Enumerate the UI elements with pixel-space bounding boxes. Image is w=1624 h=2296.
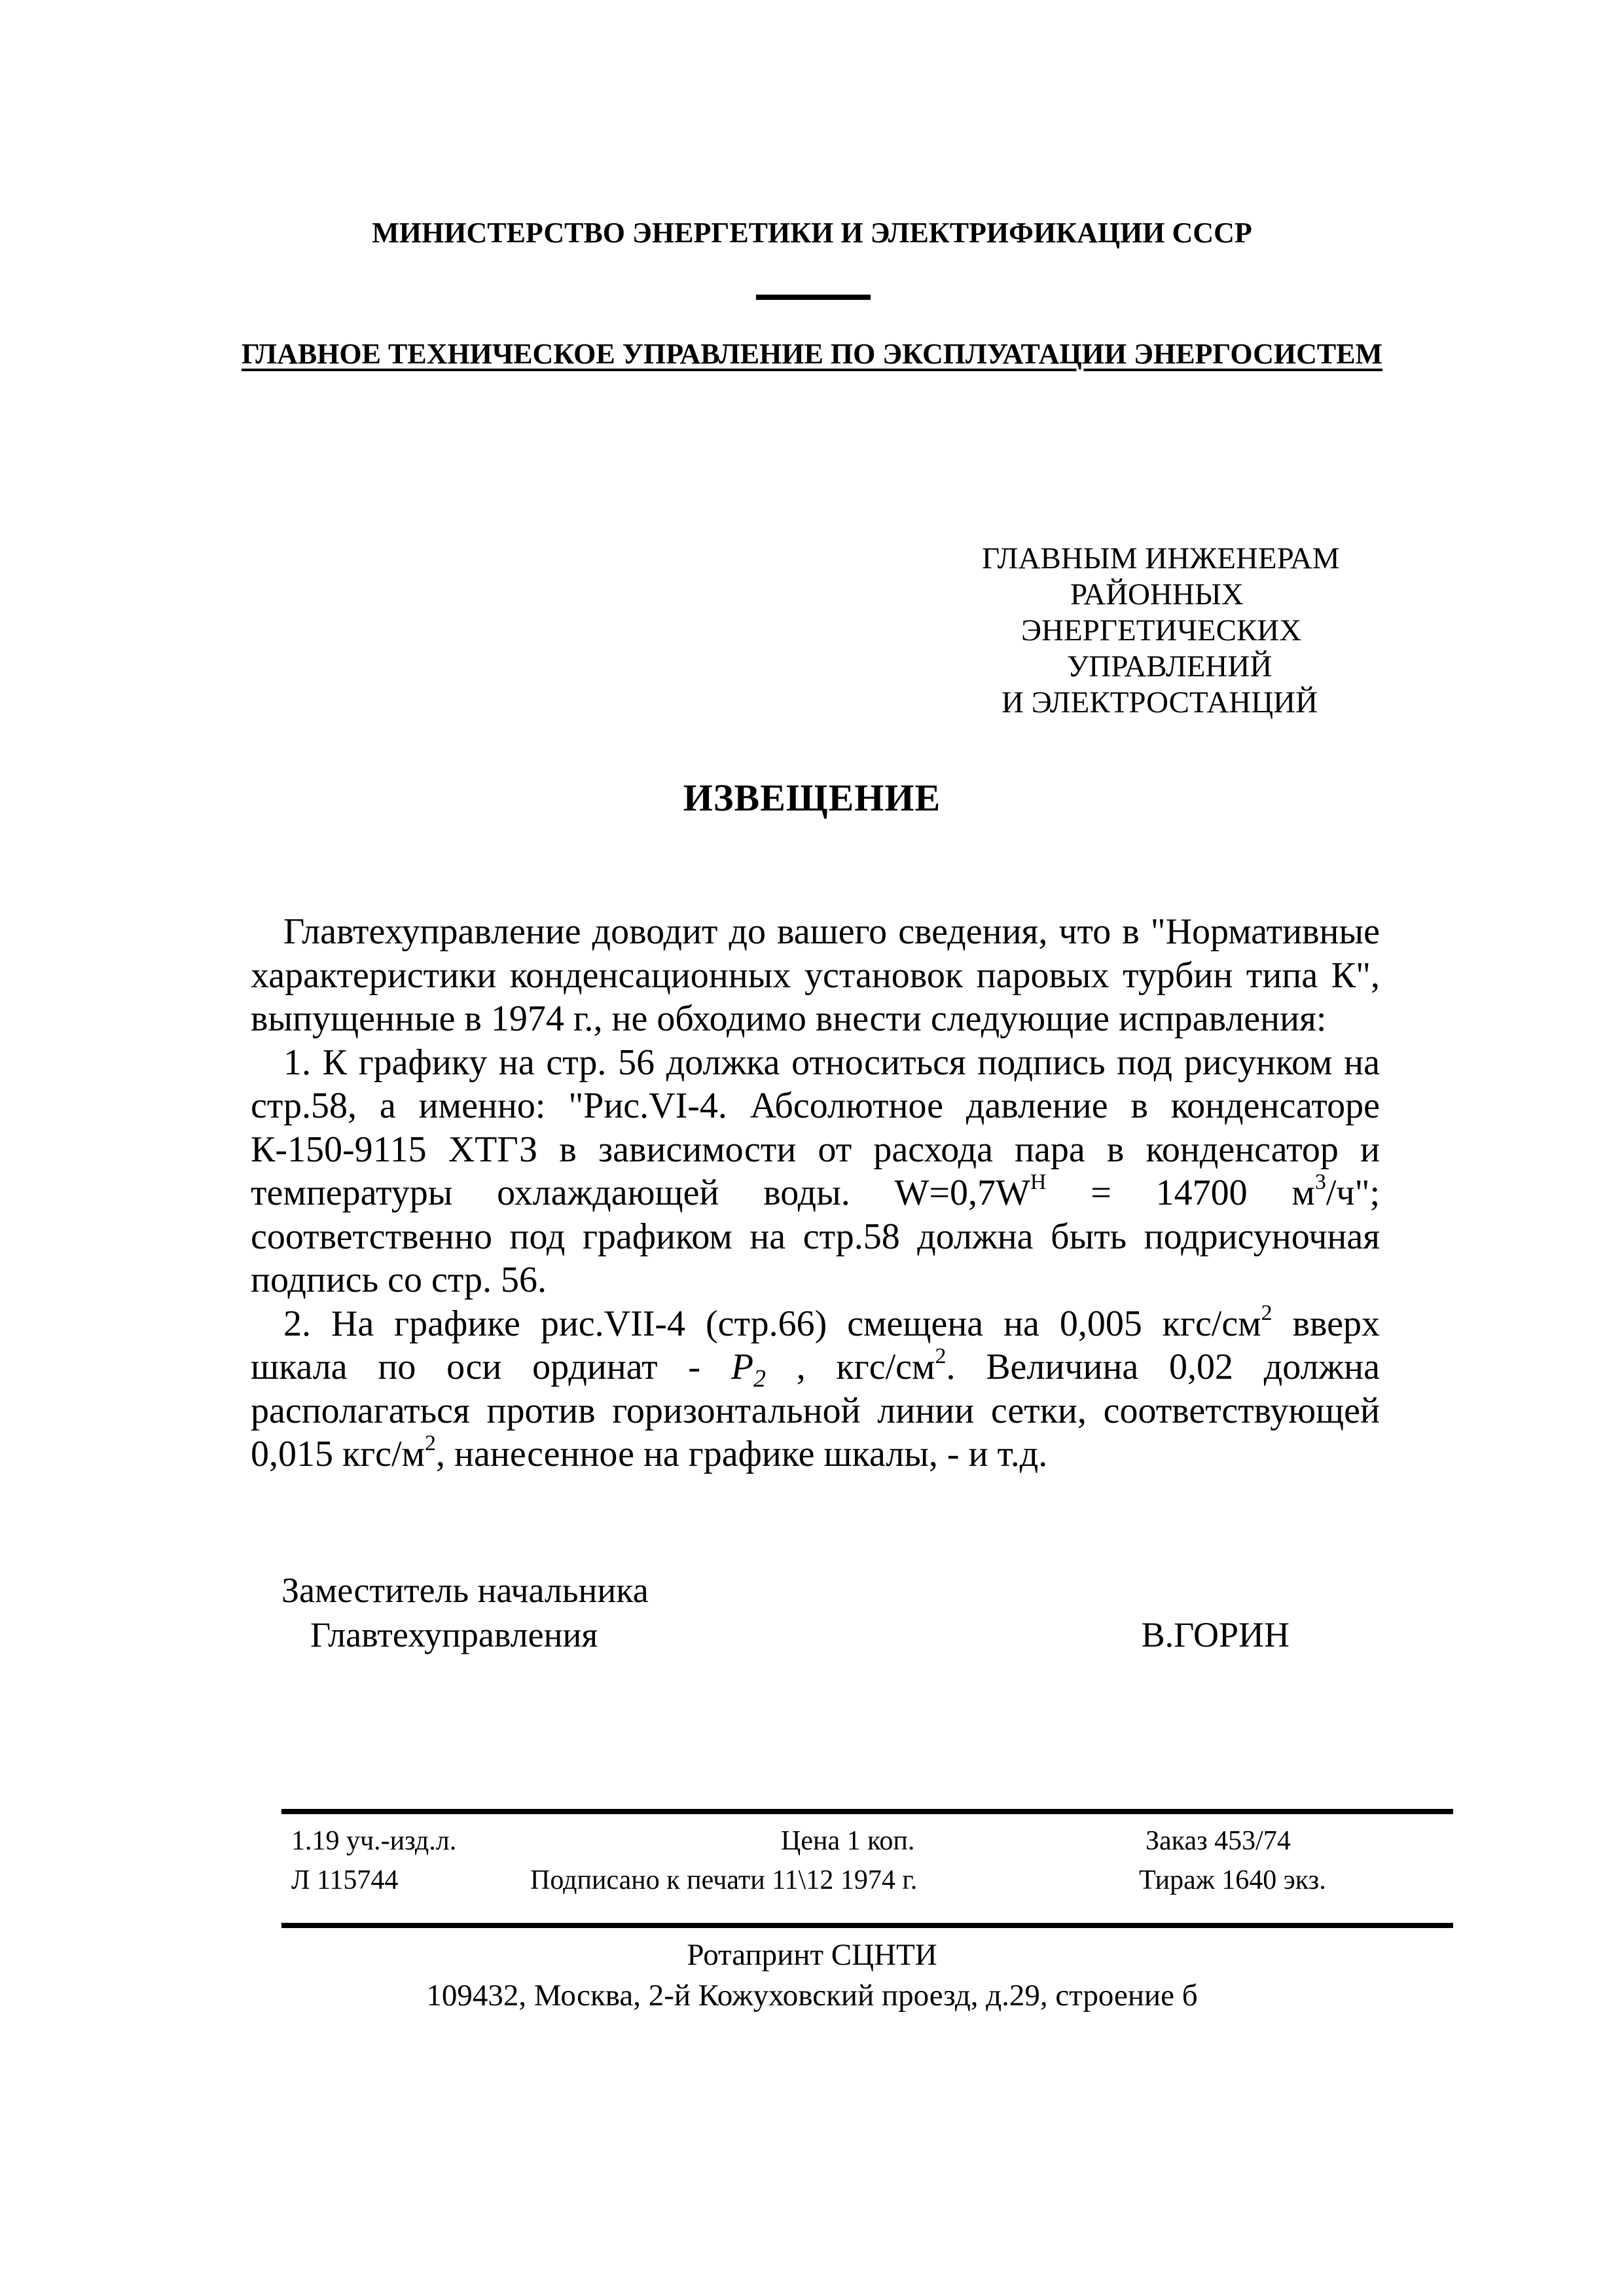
license-number: Л 115744 xyxy=(291,1865,399,1895)
publisher-sheets: 1.19 уч.-изд.л. xyxy=(291,1826,457,1856)
intro-paragraph: Главтехуправление доводит до вашего сведения, что в "Нормативные характеристики конденсационных установок паровых турбин типа К", выпущенные в 1974 г., не обходимо внести следующие исправления: xyxy=(251,911,1380,1039)
directorate-heading: ГЛАВНОЕ ТЕХНИЧЕСКОЕ УПРАВЛЕНИЕ ПО ЭКСПЛУАТАЦИИ ЭНЕРГОСИСТЕМ xyxy=(241,338,1383,370)
item1-text-mid: = 14700 м xyxy=(1046,1173,1315,1213)
item2-text: вверх шкала по оси ординат - xyxy=(251,1303,1380,1387)
addressee-block xyxy=(982,541,1348,721)
pressure-subscript: 2 xyxy=(753,1365,767,1393)
item1-superscript-h: Н xyxy=(1030,1170,1047,1194)
item1-text: 1. К графику на стр. 56 должка относиться подпись под рисунком на стр.58, а именно: "Рис.VI-4. Абсолютное давление в конденсаторе К-150-9115 ХТГЗ в зависимости от расхода пара в конденсатор и температуры охлаждающей воды. W=0,7W xyxy=(251,1042,1380,1213)
imprint-bottom-rule xyxy=(281,1923,1453,1928)
addressee-line: ГЛАВНЫМ ИНЖЕНЕРАМ xyxy=(982,541,1340,575)
item2-text: , кгс/см xyxy=(766,1347,935,1387)
document-title: ИЗВЕЩЕНИЕ xyxy=(683,776,941,819)
press-block xyxy=(0,1935,1624,2016)
correction-item-2 xyxy=(251,1302,1380,1476)
addressee-line: ЭНЕРГЕТИЧЕСКИХ xyxy=(1021,613,1302,647)
signature-block xyxy=(281,1568,1290,1657)
notice-body xyxy=(251,910,1380,1476)
ministry-heading: МИНИСТЕРСТВО ЭНЕРГЕТИКИ И ЭЛЕКТРИФИКАЦИИ СССР xyxy=(372,217,1252,249)
item2-superscript: 2 xyxy=(935,1344,947,1368)
signed-for-print: Подписано к печати 11\12 1974 г. xyxy=(530,1865,918,1895)
addressee-line: И ЭЛЕКТРОСТАНЦИЙ xyxy=(1001,685,1318,720)
item2-text: 2. На графике рис.VII-4 (стр.66) смещена на 0,005 кгс/см xyxy=(283,1303,1261,1344)
item1-text-end: /ч"; соответственно под графиком на стр.58 должна быть подрисуночная подпись со стр. 56. xyxy=(251,1173,1380,1300)
item2-text: . Величина 0,02 должна располагаться против горизонтальной линии сетки, соответствующей 0,015 кгс/м xyxy=(251,1347,1380,1474)
price: Цена 1 коп. xyxy=(781,1826,915,1856)
item2-superscript: 2 xyxy=(1261,1300,1272,1325)
addressee-line: УПРАВЛЕНИЙ xyxy=(1067,649,1272,683)
order-number: Заказ 453/74 xyxy=(1146,1826,1291,1856)
item1-superscript-3: 3 xyxy=(1314,1170,1326,1194)
signatory-position-line1: Заместитель начальника xyxy=(281,1571,649,1610)
pressure-symbol: P xyxy=(731,1347,754,1387)
addressee-line: РАЙОННЫХ xyxy=(1070,577,1244,611)
item2-superscript: 2 xyxy=(425,1431,437,1455)
signatory-name: В.ГОРИН xyxy=(1141,1615,1290,1654)
press-name: Ротапринт СЦНТИ xyxy=(687,1938,937,1972)
item2-text: , нанесенное на графике шкалы, - и т.д. xyxy=(436,1434,1048,1474)
correction-item-1 xyxy=(251,1041,1380,1302)
press-address: 109432, Москва, 2-й Кожуховский проезд, д.29, строение б xyxy=(426,1978,1198,2013)
header-divider xyxy=(756,295,871,300)
print-run: Тираж 1640 экз. xyxy=(1139,1865,1326,1895)
signatory-position-line2: Главтехуправления xyxy=(310,1615,598,1654)
imprint-top-rule xyxy=(281,1809,1453,1814)
